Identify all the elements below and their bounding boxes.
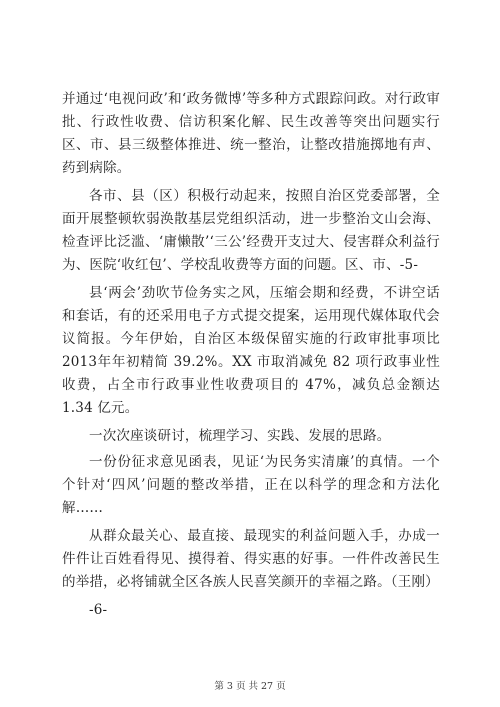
page-footer: 第 3 页 共 27 页	[214, 681, 286, 692]
paragraph-3: 县‘两会’劲吹节俭务实之风，压缩会期和经费，不讲空话和套话，有的还采用电子方式提交提案，运用现代媒体取代会议简报。今年伊始，自治区本级保留实施的行政审批事项比2013年年初精简 39.2%。XX 市取消减免 82 项行政事业性收费，占全市行政事业性收费项目的 47%，减负总金额达 1.34 亿元。	[62, 285, 440, 416]
paragraph-1: 并通过‘电视问政’和‘政务微博’等多种方式跟踪问政。对行政审批、行政性收费、信访积案化解、民生改善等突出问题实行区、市、县三级整体推进、统一整治，让整改措施掷地有声、药到病除。	[62, 91, 440, 176]
document-body	[62, 88, 440, 627]
paragraph-5: 一份份征求意见函表，见证‘为民务实清廉’的真情。一个个针对‘四风’问题的整改举措，正在以科学的理念和方法化解……	[62, 454, 440, 516]
page-marker: -6-	[89, 602, 108, 618]
paragraph-6: 从群众最关心、最直接、最现实的利益问题入手，办成一件件让百姓看得见、摸得着、得实惠的好事。一件件改善民生的举措，必将铺就全区各族人民喜笑颜开的幸福之路。（王刚）	[62, 528, 440, 590]
paragraph-4: 一次次座谈研讨，梳理学习、实践、发展的思路。	[89, 428, 391, 444]
paragraph-2: 各市、县（区）积极行动起来，按照自治区党委部署，全面开展整顿软弱涣散基层党组织活动，进一步整治文山会海、检查评比泛滥、‘庸懒散’‘三公’经费开支过大、侵害群众利益行为、医院‘收红包’、学校乱收费等方面的问题。区、市、-5-	[62, 188, 440, 273]
